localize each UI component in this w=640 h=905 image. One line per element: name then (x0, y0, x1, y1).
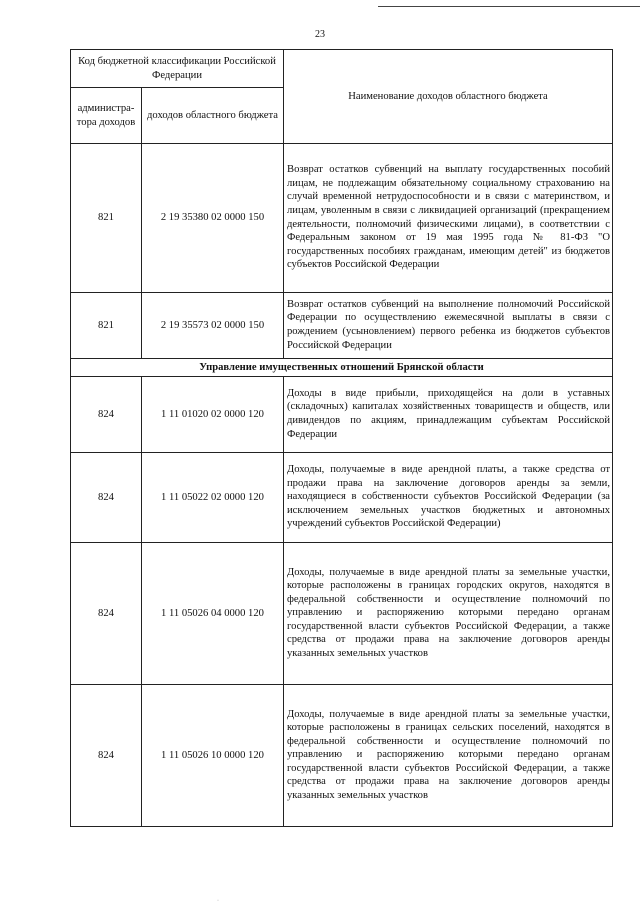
income-name-cell: Возврат остатков субвенций на выплату государственных пособий лицам, не подлежащим обязательному социальному страхованию на случай временной нетрудоспособности и в связи с материнством, и лицам, уволенным в связи с ликвидацией организаций (прекращением деятельности, полномочий физическими лицами), в соответствии с Федеральным законом от 19 мая 1995 года № 81-ФЗ "О государственных пособиях гражданам, имеющим детей" из бюджетов субъектов Российской Федерации (284, 144, 613, 293)
budget-code-cell: 1 11 05022 02 0000 120 (142, 453, 284, 543)
admin-code-cell: 824 (71, 377, 142, 453)
budget-table (70, 49, 613, 827)
admin-code-cell: 821 (71, 144, 142, 293)
admin-code-cell: 824 (71, 543, 142, 685)
page-number: 23 (315, 29, 325, 40)
budget-code-cell: 1 11 05026 10 0000 120 (142, 685, 284, 827)
table-row (71, 453, 613, 543)
section-row (71, 359, 613, 377)
table-row (71, 144, 613, 293)
header-administrator: администра-тора доходов (71, 88, 142, 144)
section-title: Управление имущественных отношений Брянской области (71, 359, 613, 377)
income-name-cell: Доходы в виде прибыли, приходящейся на доли в уставных (складочных) капиталах хозяйственных товариществ и обществ, или дивидендов по акциям, принадлежащим субъектам Российской Федерации (284, 377, 613, 453)
header-income-name: Наименование доходов областного бюджета (284, 50, 613, 144)
budget-code-cell: 1 11 01020 02 0000 120 (142, 377, 284, 453)
budget-code-cell: 2 19 35380 02 0000 150 (142, 144, 284, 293)
budget-code-cell: 2 19 35573 02 0000 150 (142, 293, 284, 359)
header-regional-income: доходов областного бюджета (142, 88, 284, 144)
top-rule (378, 6, 640, 7)
admin-code-cell: 824 (71, 453, 142, 543)
admin-code-cell: 824 (71, 685, 142, 827)
income-name-cell: Доходы, получаемые в виде арендной платы, а также средства от продажи права на заключение договоров аренды за земли, находящиеся в собственности субъектов Российской Федерации (за исключением земельных участков бюджетных и автономных учреждений субъектов Российской Федерации) (284, 453, 613, 543)
table-row (71, 293, 613, 359)
income-name-cell: Доходы, получаемые в виде арендной платы за земельные участки, которые расположены в границах городских округов, находятся в федеральной собственности и осуществление полномочий по управлению и распоряжению которыми передано органам государственной власти субъектов Российской Федерации, а также средства от продажи права на заключение договоров аренды указанных земельных участков (284, 543, 613, 685)
budget-code-cell: 1 11 05026 04 0000 120 (142, 543, 284, 685)
income-name-cell: Доходы, получаемые в виде арендной платы за земельные участки, которые расположены в границах сельских поселений, находятся в федеральной собственности и осуществление полномочий по управлению и распоряжению которыми передано органам государственной власти субъектов Российской Федерации, а также средства от продажи права на заключение договоров аренды указанных земельных участков (284, 685, 613, 827)
table-row (71, 377, 613, 453)
table-header-row (71, 50, 613, 88)
footer-mark: · (217, 898, 219, 904)
table-row (71, 685, 613, 827)
header-classification-code: Код бюджетной классификации Российской Федерации (71, 50, 284, 88)
income-name-cell: Возврат остатков субвенций на выполнение полномочий Российской Федерации по осуществлению ежемесячной выплаты в связи с рождением (усыновлением) первого ребенка из бюджетов субъектов Российской Федерации (284, 293, 613, 359)
admin-code-cell: 821 (71, 293, 142, 359)
table-row (71, 543, 613, 685)
